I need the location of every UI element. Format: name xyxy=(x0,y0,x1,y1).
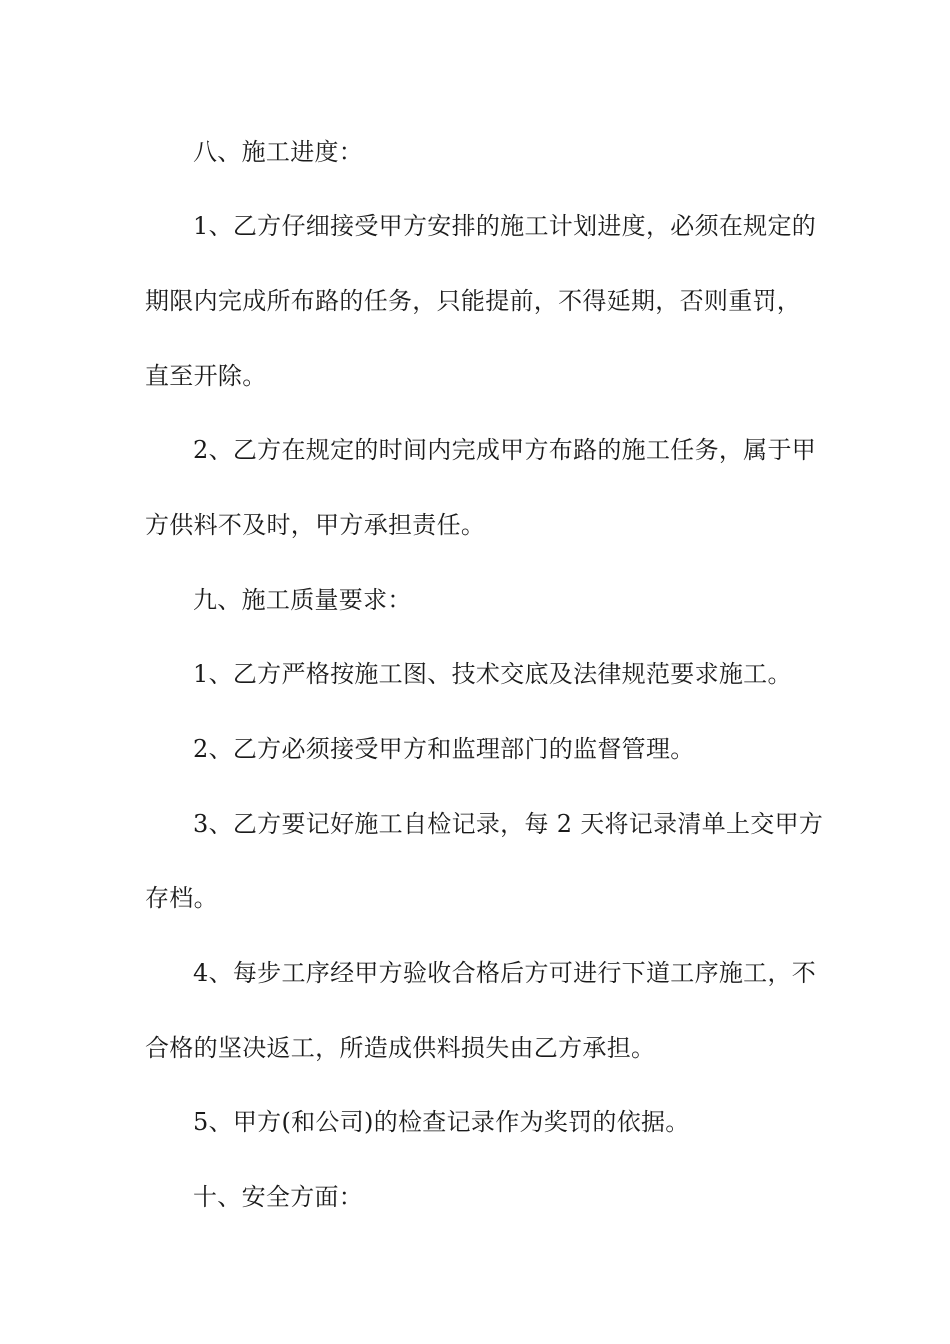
section-heading-safety: 十、安全方面： xyxy=(193,1183,364,1211)
paragraph-line: 2、乙方在规定的时间内完成甲方布路的施工任务，属于甲 xyxy=(193,436,817,464)
paragraph-line: 直至开除。 xyxy=(145,362,267,390)
paragraph-line: 期限内完成所布路的任务，只能提前，不得延期，否则重罚， xyxy=(145,287,802,315)
section-heading-schedule: 八、施工进度： xyxy=(193,138,364,166)
paragraph-line: 3、乙方要记好施工自检记录，每 2 天将记录清单上交甲方 xyxy=(193,810,824,838)
paragraph-line: 1、乙方仔细接受甲方安排的施工计划进度，必须在规定的 xyxy=(193,212,817,240)
paragraph-line: 存档。 xyxy=(145,884,218,912)
paragraph-line: 2、乙方必须接受甲方和监理部门的监督管理。 xyxy=(193,735,695,763)
paragraph-line: 4、每步工序经甲方验收合格后方可进行下道工序施工，不 xyxy=(193,959,817,987)
section-heading-quality: 九、施工质量要求： xyxy=(193,586,412,614)
paragraph-line: 1、乙方严格按施工图、技术交底及法律规范要求施工。 xyxy=(193,660,792,688)
paragraph-line: 方供料不及时，甲方承担责任。 xyxy=(145,511,486,539)
paragraph-line: 合格的坚决返工，所造成供料损失由乙方承担。 xyxy=(145,1034,656,1062)
paragraph-line: 5、甲方(和公司)的检查记录作为奖罚的依据。 xyxy=(193,1108,690,1136)
